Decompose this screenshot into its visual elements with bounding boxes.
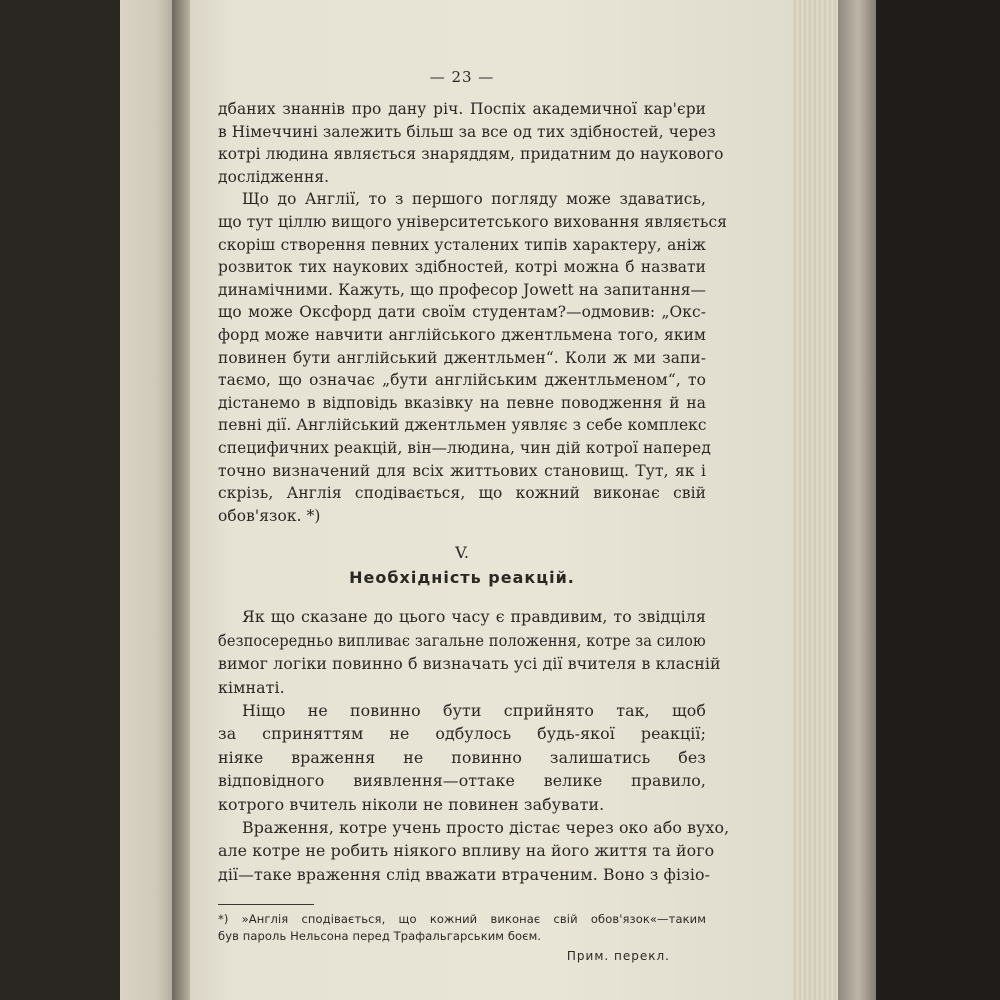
text-line: що може Оксфорд дати своїм студентам?—одмовив: „Окс- bbox=[218, 303, 706, 322]
section-number: V. bbox=[455, 543, 469, 563]
text-line: безпосередньо випливає загальне положення, котре за силою bbox=[218, 630, 706, 650]
text-line: дослідження. bbox=[218, 167, 330, 186]
text-line: кімнаті. bbox=[218, 677, 285, 697]
text-line: котрого вчитель ніколи не повинен забувати. bbox=[218, 794, 605, 814]
footnote-divider bbox=[218, 904, 314, 905]
text-line: повинен бути англійський джентльмен“. Коли ж ми запи- bbox=[218, 348, 706, 367]
page-text bbox=[218, 68, 730, 964]
text-line: скрізь, Англія сподівається, що кожний виконає свій bbox=[218, 484, 706, 503]
paragraph-1 bbox=[218, 98, 724, 188]
text-line: за сприняттям не одбулось будь-якої реакції; bbox=[218, 724, 706, 744]
text-line: в Німеччині залежить більш за все од тих здібностей, через bbox=[218, 122, 716, 141]
text-line: скоріш створення певних усталених типів характеру, аніж bbox=[218, 235, 706, 254]
footnote-line: *) »Англія сподівається, що кожний виконає свій обов'язок«—таким bbox=[218, 912, 706, 927]
text-line: Як що сказане до цього часу є правдивим, то звідціля bbox=[242, 607, 706, 627]
paragraph-3 bbox=[218, 605, 721, 699]
text-line: дбаних знаннів про дану річ. Поспіх академичної кар'єри bbox=[218, 100, 706, 118]
text-line: ніяке враження не повинно залишатись без bbox=[218, 747, 706, 767]
text-line: Враження, котре учень просто дістає через око або вухо, bbox=[242, 817, 730, 837]
text-line: що тут ціллю вищого університетського виховання являється bbox=[218, 212, 728, 231]
page-edges bbox=[792, 0, 842, 1000]
page-number: — 23 — bbox=[429, 68, 495, 86]
footnote bbox=[218, 911, 706, 945]
text-line: дістанемо в відповідь вказівку на певне поводження й на bbox=[218, 393, 706, 412]
paragraph-4 bbox=[218, 699, 706, 816]
paragraph-5 bbox=[218, 816, 730, 886]
text-line: таємо, що означає „бути англійським джентльменом“, то bbox=[218, 371, 706, 390]
text-line: котрі людина являється знаряддям, придатним до наукового bbox=[218, 145, 724, 164]
paragraph-2 bbox=[218, 188, 728, 527]
footnote-line: був пароль Нельсона перед Трафальгарським боєм. bbox=[218, 929, 542, 944]
text-line: певні дії. Англійський джентльмен уявляє з себе комплекс bbox=[218, 416, 707, 435]
text-line: точно визначений для всіх життьових становищ. Тут, як і bbox=[218, 461, 706, 480]
background bbox=[876, 0, 1000, 1000]
text-line: обов'язок. *) bbox=[218, 506, 321, 525]
text-line: вимог логіки повинно б визначать усі дії вчителя в класній bbox=[218, 654, 721, 674]
book-cover-edge bbox=[838, 0, 878, 1000]
text-line: форд може навчити англійського джентльмена того, яким bbox=[218, 325, 706, 344]
text-line: але котре не робить ніякого впливу на його життя та його bbox=[218, 841, 715, 861]
section-title: Необхідність реакцій. bbox=[349, 568, 575, 588]
left-page-edge bbox=[120, 0, 180, 1000]
text-line: розвиток тих наукових здібностей, котрі можна б назвати bbox=[218, 258, 706, 277]
text-line: відповідного виявлення—оттаке велике правило, bbox=[218, 771, 706, 791]
text-line: специфичних реакцій, він—людина, чин дій котрої наперед bbox=[218, 438, 711, 457]
text-line: динамічними. Кажуть, що професор Jowett на запитання— bbox=[218, 280, 706, 299]
text-line: Що до Англії, то з першого погляду може здаватись, bbox=[242, 190, 706, 209]
translator-note: Прим. перекл. bbox=[566, 949, 670, 964]
text-line: дії—таке враження слід вважати втраченим. Воно з фізіо- bbox=[218, 864, 711, 884]
text-line: Ніщо не повинно бути сприйнято так, щоб bbox=[242, 700, 706, 720]
book-gutter bbox=[172, 0, 190, 1000]
